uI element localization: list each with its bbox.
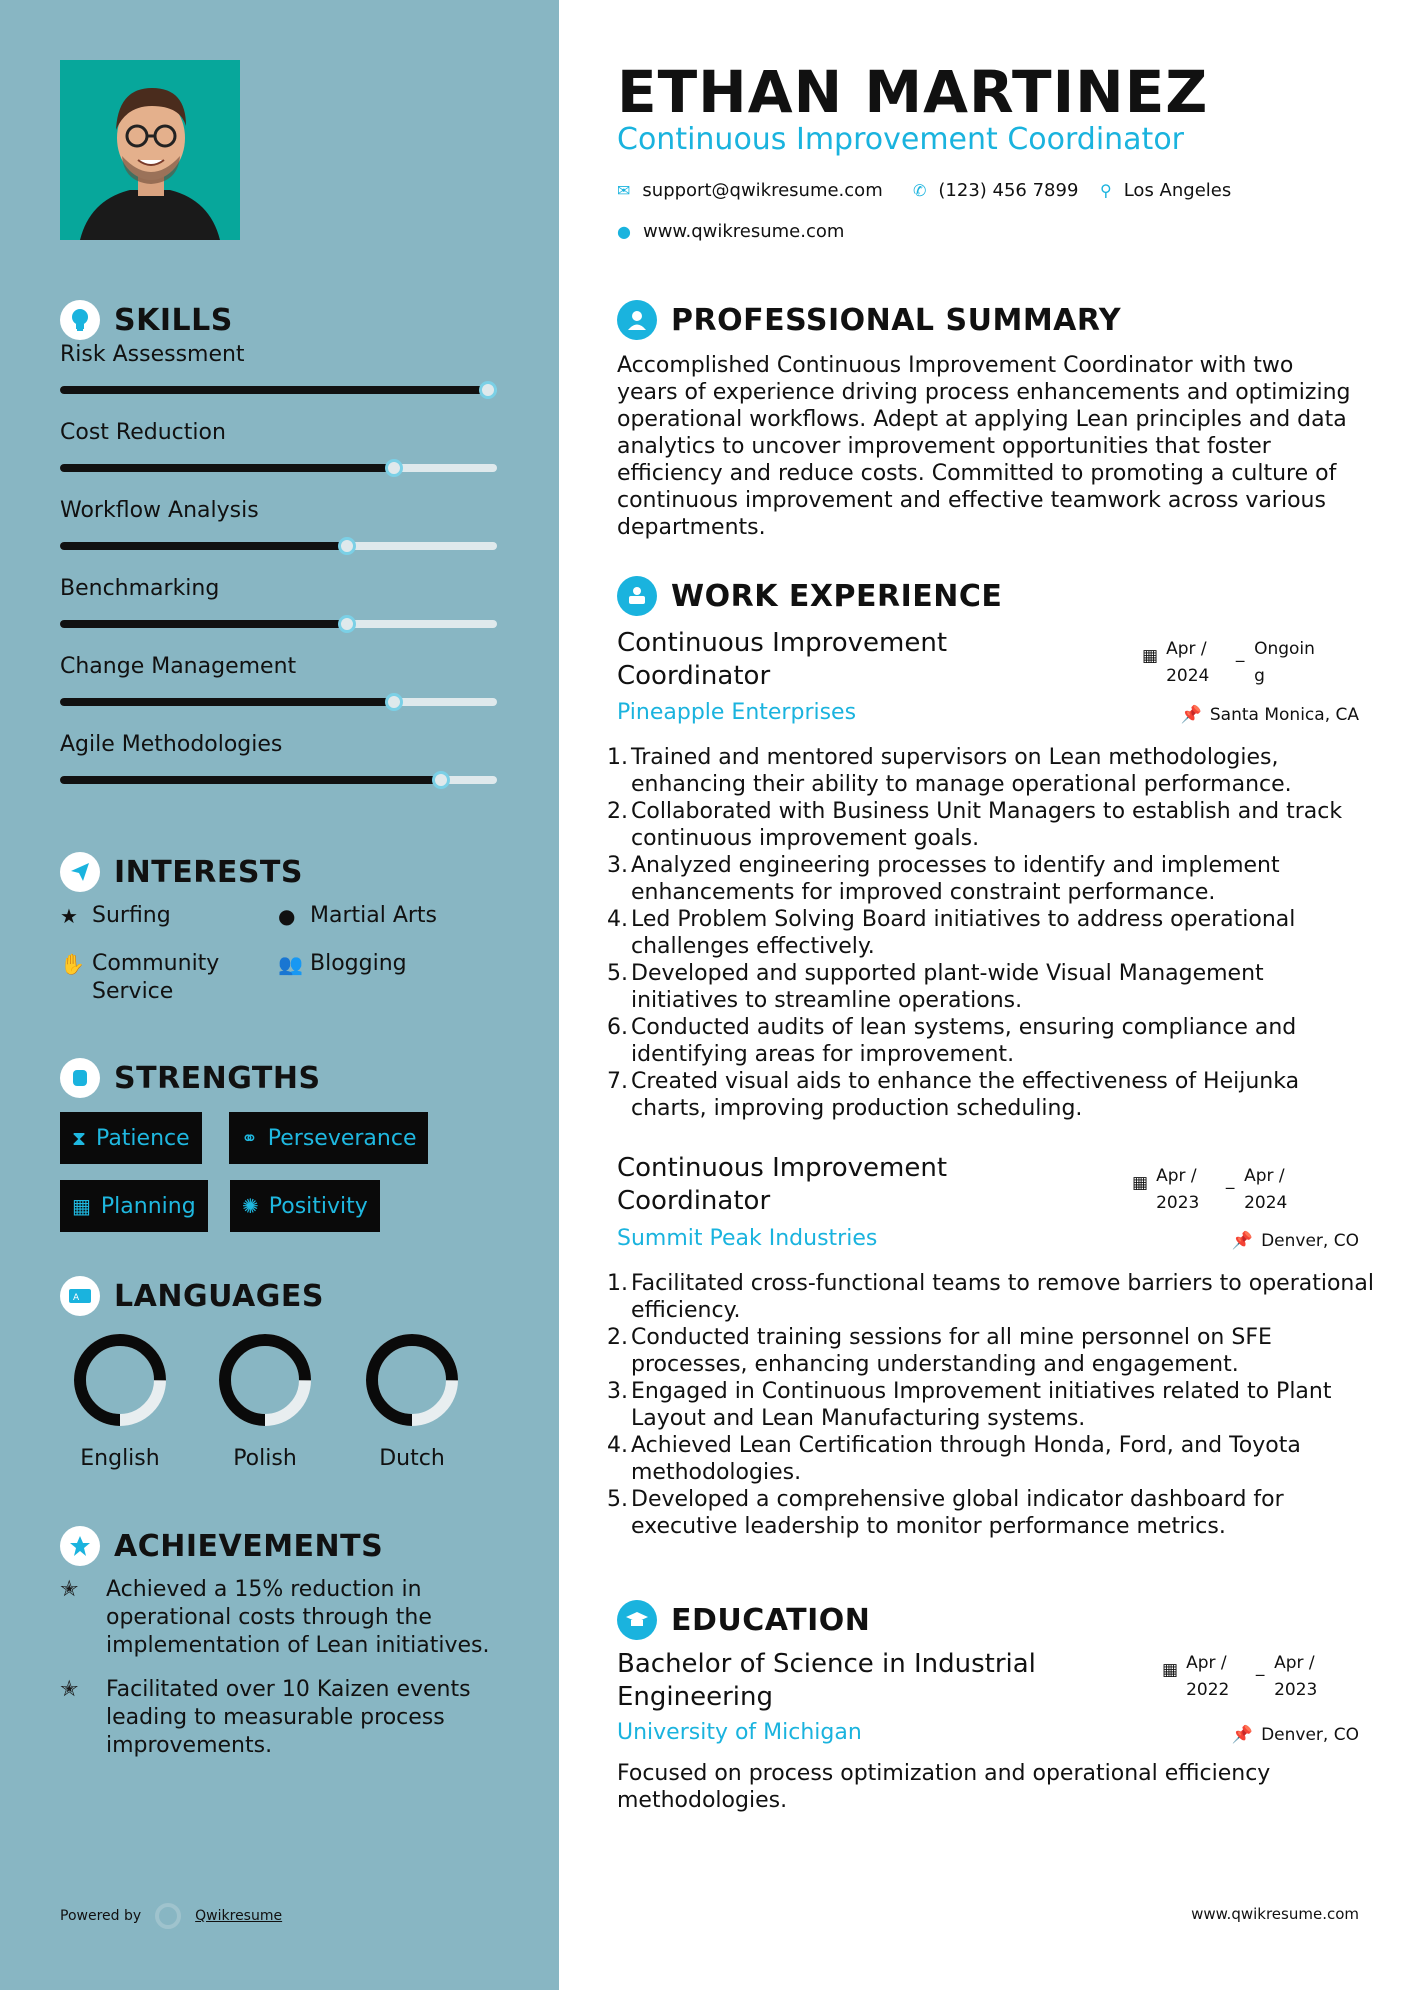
calendar-icon: ▦ — [1142, 646, 1159, 666]
job-location-text: Santa Monica, CA — [1209, 705, 1359, 725]
job-bullet-number: 3. — [607, 1379, 628, 1404]
skill-bar-fill — [60, 386, 488, 394]
interests-heading — [60, 852, 303, 892]
job-bullet-text: Analyzed engineering processes to identify and implement enhancements for improved constraint performance. — [631, 853, 1280, 905]
skill-label: Workflow Analysis — [60, 498, 259, 523]
interest-item — [278, 902, 498, 930]
skill-bar-knob — [338, 537, 356, 555]
star-icon: ★ — [60, 904, 78, 928]
skill-bar — [60, 698, 497, 706]
website-text[interactable]: www.qwikresume.com — [642, 221, 845, 242]
globe-icon: ● — [617, 222, 631, 241]
interest-item — [60, 950, 260, 1006]
pin-icon: 📌 — [1180, 705, 1202, 725]
achievement-text: Achieved a 15% reduction in operational costs through the implementation of Lean initiatives. — [106, 1577, 490, 1658]
job-bullet-text: Achieved Lean Certification through Honda, Ford, and Toyota methodologies. — [631, 1433, 1301, 1485]
strengths-heading — [60, 1058, 321, 1098]
powered-by — [60, 1903, 282, 1929]
job-location — [1232, 1231, 1359, 1251]
job-bullet-number: 4. — [607, 907, 628, 932]
language-item — [205, 1330, 325, 1471]
skill-label: Benchmarking — [60, 576, 220, 601]
skill-bar — [60, 464, 497, 472]
achievements-heading — [60, 1526, 383, 1566]
job-bullet — [607, 1486, 1377, 1540]
contact-location — [1100, 180, 1231, 201]
skills-heading — [60, 300, 233, 340]
interest-label: Blogging — [310, 951, 407, 976]
job-bullet — [607, 1068, 1377, 1122]
skill-row — [60, 420, 497, 445]
language-label: English — [80, 1446, 160, 1471]
strengths-title: STRENGTHS — [114, 1060, 321, 1096]
job-bullet-number: 3. — [607, 853, 628, 878]
education-dates — [1162, 1650, 1334, 1704]
job-title: Continuous Improvement Coordinator — [617, 1153, 948, 1216]
skill-row — [60, 732, 497, 757]
skill-bar-knob — [385, 459, 403, 477]
job-bullet-text: Developed and supported plant-wide Visual Management initiatives to streamline operations. — [631, 961, 1264, 1013]
skill-row — [60, 498, 497, 523]
award-star-icon — [60, 1526, 100, 1566]
graduation-cap-icon — [617, 1600, 657, 1640]
job-bullet-number: 6. — [607, 1015, 628, 1040]
strength-badge — [60, 1112, 202, 1164]
hourglass-icon: ⧗ — [72, 1126, 87, 1150]
languages-heading — [60, 1276, 324, 1316]
fist-icon — [60, 1058, 100, 1098]
interest-item — [60, 902, 260, 930]
strength-label: Patience — [96, 1125, 190, 1151]
strength-badge — [229, 1112, 428, 1164]
achievement-text: Facilitated over 10 Kaizen events leading to measurable process improvements. — [106, 1677, 471, 1758]
pin-icon: 📌 — [1231, 1231, 1254, 1251]
skills-title: SKILLS — [114, 302, 233, 338]
education-description: Focused on process optimization and operational efficiency methodologies. — [617, 1761, 1271, 1813]
shooting-star-icon: ✭ — [60, 1577, 79, 1602]
contact-phone — [913, 180, 1078, 201]
education-heading — [617, 1600, 870, 1640]
skill-label: Change Management — [60, 654, 297, 679]
skill-bar-knob — [338, 615, 356, 633]
sun-icon: ✺ — [242, 1194, 259, 1218]
strength-label: Positivity — [268, 1193, 368, 1219]
strength-badge — [60, 1180, 208, 1232]
job-bullet — [607, 852, 1377, 906]
skill-row — [60, 654, 497, 679]
job-start: Apr / 2023 — [1156, 1166, 1200, 1213]
skill-bar-fill — [60, 698, 394, 706]
interest-label: Community Service — [92, 951, 220, 1004]
skill-bar — [60, 620, 497, 628]
email-text[interactable]: support@qwikresume.com — [642, 180, 883, 201]
job-bullet — [607, 906, 1377, 960]
strength-label: Planning — [100, 1193, 196, 1219]
calendar-icon: ▦ — [1162, 1660, 1179, 1680]
job-bullet-text: Facilitated cross-functional teams to remove barriers to operational efficiency. — [631, 1271, 1374, 1323]
users-icon: 👥 — [278, 952, 303, 976]
skill-bar-knob — [479, 381, 497, 399]
location-text: Los Angeles — [1123, 180, 1232, 201]
summary-text: Accomplished Continuous Improvement Coordinator with two years of experience driving process enhancements and optimizing operational workflows. Adept at applying Lean principles and data analytics to uncover improvement opportunities that foster efficiency and reduce costs. Committed to promoting a culture of continuous improvement and effective teamwork across various departments. — [617, 353, 1351, 540]
map-pin-icon: ⚲ — [1100, 181, 1112, 200]
user-icon — [617, 300, 657, 340]
contact-website — [617, 221, 844, 242]
job-bullet-number: 4. — [607, 1433, 628, 1458]
job-bullet — [607, 1378, 1377, 1432]
presentation-icon — [617, 576, 657, 616]
calendar-icon: ▦ — [72, 1194, 91, 1218]
job-end: Apr / 2024 — [1244, 1166, 1288, 1213]
job-bullet — [607, 960, 1377, 1014]
job-bullet — [607, 1014, 1377, 1068]
skill-label: Cost Reduction — [60, 420, 226, 445]
job-bullet-text: Conducted audits of lean systems, ensuring compliance and identifying areas for improvement. — [631, 1015, 1297, 1067]
paper-plane-icon — [60, 852, 100, 892]
binoculars-icon: ⚭ — [241, 1126, 258, 1150]
job-bullet-text: Engaged in Continuous Improvement initiatives related to Plant Layout and Lean Manufacturing systems. — [631, 1379, 1332, 1431]
strength-label: Perseverance — [267, 1125, 417, 1151]
lightbulb-icon — [60, 300, 100, 340]
job-bullet-number: 7. — [607, 1069, 628, 1094]
job-bullet-text: Collaborated with Business Unit Managers to establish and track continuous improvement goals. — [631, 799, 1343, 851]
job-bullet — [607, 1270, 1377, 1324]
skill-bar-knob — [385, 693, 403, 711]
pin-icon: 📌 — [1231, 1725, 1254, 1745]
skill-row — [60, 342, 497, 367]
job-bullet-number: 5. — [607, 961, 628, 986]
job-bullet-text: Developed a comprehensive global indicator dashboard for executive leadership to monitor performance metrics. — [631, 1487, 1284, 1539]
candidate-name: ETHAN MARTINEZ — [617, 58, 1209, 126]
language-label: Polish — [233, 1446, 297, 1471]
job-company: Summit Peak Industries — [617, 1226, 878, 1251]
job-dates — [1142, 636, 1314, 690]
phone-text: (123) 456 7899 — [938, 180, 1079, 201]
job-title: Continuous Improvement Coordinator — [617, 628, 948, 691]
interest-item — [278, 950, 498, 978]
job-bullet-text: Conducted training sessions for all mine personnel on SFE processes, enhancing understanding and engagement. — [631, 1325, 1272, 1377]
job-bullet — [607, 1324, 1377, 1378]
phone-icon: ✆ — [913, 181, 927, 200]
job-bullet-text: Led Problem Solving Board initiatives to address operational challenges effectively. — [631, 907, 1296, 959]
job-bullet — [607, 798, 1377, 852]
job-bullet-number: 1. — [607, 1271, 628, 1296]
job-bullet-text: Trained and mentored supervisors on Lean methodologies, enhancing their ability to manage operational performance. — [631, 745, 1292, 797]
job-bullet-number: 2. — [607, 799, 628, 824]
education-start: Apr / 2022 — [1186, 1653, 1230, 1700]
skill-label: Agile Methodologies — [60, 732, 283, 757]
language-item — [352, 1330, 472, 1471]
interest-label: Surfing — [92, 903, 171, 928]
svg-text:A: A — [73, 1293, 80, 1303]
experience-title: WORK EXPERIENCE — [671, 578, 1003, 614]
globe-icon: ● — [278, 904, 296, 928]
languages-title: LANGUAGES — [114, 1278, 324, 1314]
language-item — [60, 1330, 180, 1471]
experience-heading — [617, 576, 1002, 616]
job-bullet-number: 5. — [607, 1487, 628, 1512]
language-donut — [215, 1330, 315, 1430]
language-card-icon — [60, 1276, 100, 1316]
shooting-star-icon: ✭ — [60, 1677, 79, 1702]
language-donut — [362, 1330, 462, 1430]
strength-badge — [230, 1180, 380, 1232]
envelope-icon: ✉ — [617, 181, 631, 200]
education-degree: Bachelor of Science in Industrial Engineering — [617, 1649, 1036, 1712]
skill-bar-fill — [60, 464, 394, 472]
language-label: Dutch — [379, 1446, 445, 1471]
profile-photo — [60, 60, 240, 240]
powered-by-label: Powered by — [60, 1908, 142, 1924]
calendar-icon: ▦ — [1132, 1173, 1149, 1193]
skill-bar-knob — [432, 771, 450, 789]
job-bullet-number: 1. — [607, 745, 628, 770]
job-location-text: Denver, CO — [1261, 1231, 1359, 1251]
date-separator: _ — [1225, 1170, 1235, 1190]
candidate-role: Continuous Improvement Coordinator — [617, 122, 1185, 157]
skill-bar-fill — [60, 542, 347, 550]
qwikresume-logo-icon — [155, 1903, 181, 1929]
job-bullets — [607, 1270, 1377, 1540]
powered-by-brand-link[interactable]: Qwikresume — [195, 1908, 283, 1924]
skill-bar — [60, 542, 497, 550]
education-location-text: Denver, CO — [1261, 1725, 1359, 1745]
summary-title: PROFESSIONAL SUMMARY — [671, 302, 1122, 338]
interests-title: INTERESTS — [114, 854, 303, 890]
job-dates — [1132, 1163, 1304, 1217]
education-school: University of Michigan — [617, 1720, 862, 1745]
footer-website-link[interactable]: www.qwikresume.com — [1191, 1905, 1359, 1923]
job-company: Pineapple Enterprises — [617, 700, 857, 725]
date-separator: _ — [1235, 643, 1245, 663]
skill-label: Risk Assessment — [60, 342, 245, 367]
job-end: Ongoin g — [1254, 639, 1315, 686]
skill-bar-fill — [60, 620, 347, 628]
language-donut — [70, 1330, 170, 1430]
education-title: EDUCATION — [671, 1602, 871, 1638]
main-content — [559, 0, 1407, 1990]
summary-heading — [617, 300, 1121, 340]
job-bullet — [607, 1432, 1377, 1486]
job-bullets — [607, 744, 1377, 1122]
sidebar — [0, 0, 559, 1990]
job-bullet — [607, 744, 1377, 798]
job-start: Apr / 2024 — [1166, 639, 1210, 686]
job-location — [1181, 705, 1359, 725]
date-separator: _ — [1255, 1657, 1265, 1677]
education-end: Apr / 2023 — [1274, 1653, 1318, 1700]
job-bullet-number: 2. — [607, 1325, 628, 1350]
education-location — [1232, 1725, 1359, 1745]
achievement-item — [60, 1576, 500, 1660]
skill-bar — [60, 776, 497, 784]
achievement-item — [60, 1676, 500, 1760]
hand-icon: ✋ — [60, 952, 85, 976]
skill-row — [60, 576, 497, 601]
skill-bar — [60, 386, 497, 394]
job-bullet-text: Created visual aids to enhance the effectiveness of Heijunka charts, improving production scheduling. — [631, 1069, 1300, 1121]
skill-bar-fill — [60, 776, 441, 784]
contact-email — [617, 180, 883, 201]
interest-label: Martial Arts — [310, 903, 438, 928]
achievements-title: ACHIEVEMENTS — [114, 1528, 384, 1564]
